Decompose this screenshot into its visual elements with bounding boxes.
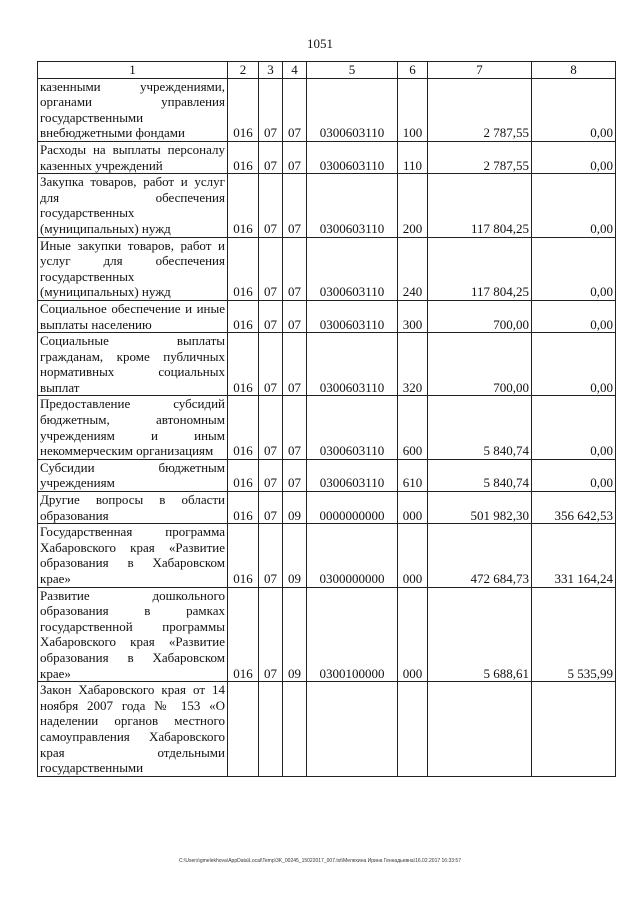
row-name-cell: Развитие дошкольного образования в рамках государственной программы Хабаровского края «Развитие образования в Хабаровском крае»	[38, 587, 228, 682]
cell-amount-2: 5 535,99	[532, 587, 616, 682]
cell-section: 07	[259, 587, 283, 682]
cell-subsection: 09	[283, 524, 307, 587]
cell-target-article: 0300603110	[307, 300, 398, 332]
cell-section: 07	[259, 237, 283, 300]
cell-subsection: 09	[283, 587, 307, 682]
row-name-cell: Государственная программа Хабаровского края «Развитие образования в Хабаровском крае»	[38, 524, 228, 587]
column-header: 7	[428, 62, 532, 79]
cell-amount-1: 2 787,55	[428, 78, 532, 141]
column-header: 2	[228, 62, 259, 79]
row-name-cell: казенными учреждениями, органами управления государственными внебюджетными фондами	[38, 78, 228, 141]
cell-section: 07	[259, 333, 283, 396]
table-row	[38, 524, 616, 587]
cell-section: 07	[259, 78, 283, 141]
cell-target-article	[307, 682, 398, 777]
cell-subsection: 07	[283, 174, 307, 237]
cell-amount-2: 0,00	[532, 396, 616, 459]
table-row	[38, 237, 616, 300]
cell-expense-type: 600	[398, 396, 428, 459]
cell-amount-1: 5 688,61	[428, 587, 532, 682]
cell-expense-type: 000	[398, 524, 428, 587]
table-row	[38, 492, 616, 524]
cell-target-article: 0300603110	[307, 333, 398, 396]
cell-ministry: 016	[228, 524, 259, 587]
cell-amount-2: 0,00	[532, 174, 616, 237]
cell-target-article: 0300603110	[307, 141, 398, 173]
cell-ministry: 016	[228, 396, 259, 459]
cell-expense-type	[398, 682, 428, 777]
cell-ministry: 016	[228, 237, 259, 300]
cell-section: 07	[259, 459, 283, 491]
cell-amount-2: 0,00	[532, 78, 616, 141]
cell-amount-1: 2 787,55	[428, 141, 532, 173]
cell-ministry	[228, 682, 259, 777]
cell-expense-type: 610	[398, 459, 428, 491]
cell-expense-type: 100	[398, 78, 428, 141]
cell-expense-type: 240	[398, 237, 428, 300]
column-header: 8	[532, 62, 616, 79]
cell-expense-type: 200	[398, 174, 428, 237]
cell-subsection: 07	[283, 78, 307, 141]
cell-section: 07	[259, 174, 283, 237]
row-name-cell: Другие вопросы в области образования	[38, 492, 228, 524]
cell-subsection: 07	[283, 237, 307, 300]
page-number: 1051	[307, 36, 333, 51]
table-row	[38, 141, 616, 173]
cell-subsection: 07	[283, 300, 307, 332]
table-row	[38, 587, 616, 682]
cell-ministry: 016	[228, 141, 259, 173]
cell-section: 07	[259, 492, 283, 524]
cell-amount-2: 331 164,24	[532, 524, 616, 587]
column-header: 5	[307, 62, 398, 79]
budget-table	[37, 61, 616, 777]
cell-ministry: 016	[228, 492, 259, 524]
cell-section: 07	[259, 396, 283, 459]
column-header: 4	[283, 62, 307, 79]
cell-subsection	[283, 682, 307, 777]
table-row	[38, 459, 616, 491]
cell-amount-1: 117 804,25	[428, 174, 532, 237]
cell-target-article: 0000000000	[307, 492, 398, 524]
cell-amount-1: 501 982,30	[428, 492, 532, 524]
row-name-cell: Расходы на выплаты персоналу казенных учреждений	[38, 141, 228, 173]
cell-target-article: 0300603110	[307, 237, 398, 300]
table-row	[38, 78, 616, 141]
cell-amount-1: 700,00	[428, 300, 532, 332]
table-row	[38, 174, 616, 237]
cell-amount-2: 0,00	[532, 141, 616, 173]
cell-amount-2: 0,00	[532, 459, 616, 491]
cell-amount-2: 356 642,53	[532, 492, 616, 524]
column-header: 1	[38, 62, 228, 79]
cell-ministry: 016	[228, 333, 259, 396]
cell-amount-2	[532, 682, 616, 777]
header-row	[38, 62, 616, 79]
cell-amount-2: 0,00	[532, 300, 616, 332]
cell-amount-1	[428, 682, 532, 777]
cell-amount-1: 117 804,25	[428, 237, 532, 300]
cell-ministry: 016	[228, 587, 259, 682]
cell-subsection: 07	[283, 396, 307, 459]
row-name-cell: Предоставление субсидий бюджетным, автономным учреждениям и иным некоммерческим организациям	[38, 396, 228, 459]
cell-ministry: 016	[228, 78, 259, 141]
cell-ministry: 016	[228, 300, 259, 332]
cell-amount-2: 0,00	[532, 237, 616, 300]
cell-target-article: 0300603110	[307, 174, 398, 237]
cell-section: 07	[259, 300, 283, 332]
row-name-cell: Социальные выплаты гражданам, кроме публичных нормативных социальных выплат	[38, 333, 228, 396]
cell-target-article: 0300603110	[307, 78, 398, 141]
cell-ministry: 016	[228, 459, 259, 491]
row-name-cell: Социальное обеспечение и иные выплаты населению	[38, 300, 228, 332]
table-row	[38, 300, 616, 332]
file-path-footer: C:\Users\gmelekhova\AppData\Local\Temp\3K_00245_15022017_007.txt\Мелехина Ирина Геннадьевна\16.02.2017 16:33:57	[179, 858, 461, 864]
cell-expense-type: 110	[398, 141, 428, 173]
table-row	[38, 682, 616, 777]
table-row	[38, 333, 616, 396]
column-header: 6	[398, 62, 428, 79]
cell-section	[259, 682, 283, 777]
cell-amount-1: 5 840,74	[428, 459, 532, 491]
cell-target-article: 0300000000	[307, 524, 398, 587]
cell-amount-1: 700,00	[428, 333, 532, 396]
cell-expense-type: 000	[398, 587, 428, 682]
row-name-cell: Субсидии бюджетным учреждениям	[38, 459, 228, 491]
cell-expense-type: 320	[398, 333, 428, 396]
column-header: 3	[259, 62, 283, 79]
cell-target-article: 0300603110	[307, 459, 398, 491]
row-name-cell: Иные закупки товаров, работ и услуг для обеспечения государственных (муниципальных) нужд	[38, 237, 228, 300]
cell-subsection: 09	[283, 492, 307, 524]
cell-section: 07	[259, 141, 283, 173]
row-name-cell: Закупка товаров, работ и услуг для обеспечения государственных (муниципальных) нужд	[38, 174, 228, 237]
table-row	[38, 396, 616, 459]
cell-expense-type: 000	[398, 492, 428, 524]
cell-subsection: 07	[283, 459, 307, 491]
cell-subsection: 07	[283, 141, 307, 173]
cell-target-article: 0300100000	[307, 587, 398, 682]
cell-expense-type: 300	[398, 300, 428, 332]
cell-section: 07	[259, 524, 283, 587]
cell-amount-1: 472 684,73	[428, 524, 532, 587]
cell-amount-1: 5 840,74	[428, 396, 532, 459]
cell-target-article: 0300603110	[307, 396, 398, 459]
cell-ministry: 016	[228, 174, 259, 237]
row-name-cell: Закон Хабаровского края от 14 ноября 2007 года № 153 «О наделении органов местного самоуправления Хабаровского края отдельными государственными	[38, 682, 228, 777]
cell-subsection: 07	[283, 333, 307, 396]
cell-amount-2: 0,00	[532, 333, 616, 396]
